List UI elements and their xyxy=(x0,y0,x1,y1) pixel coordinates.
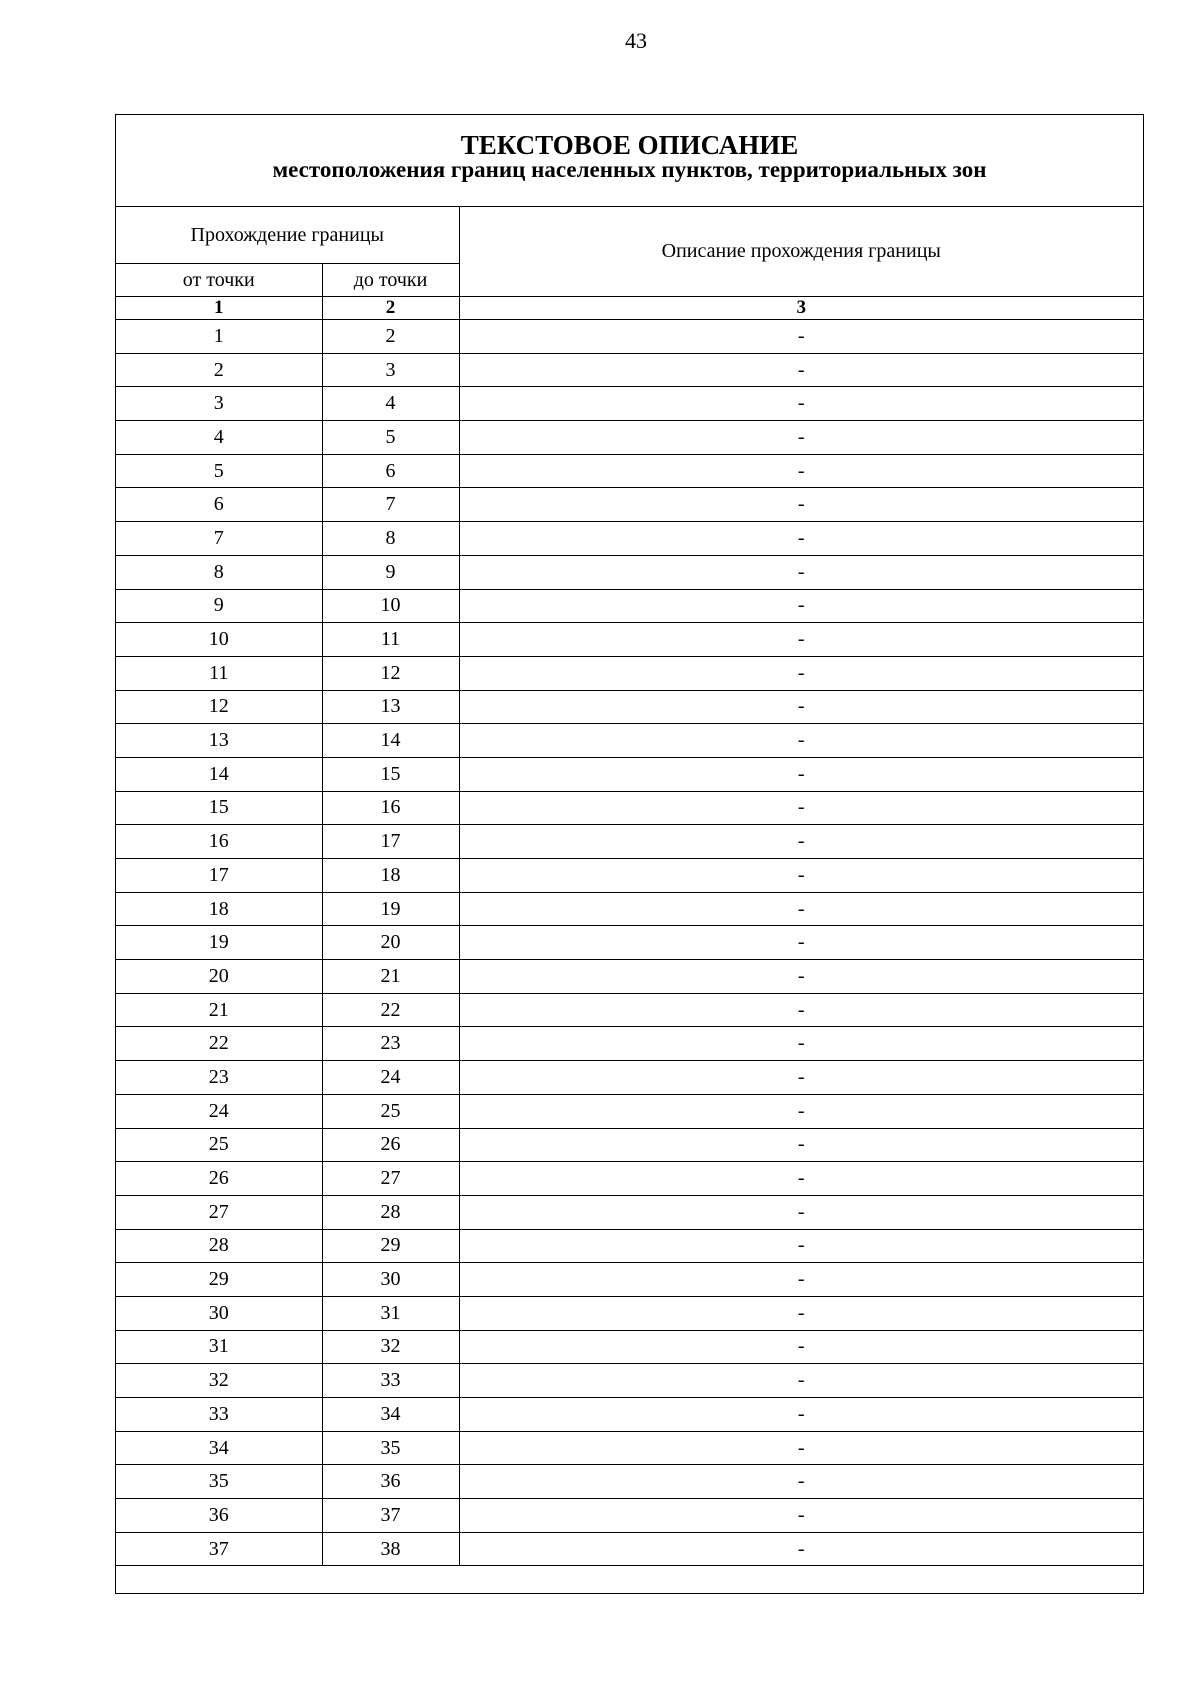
cell-to-point: 2 xyxy=(322,320,459,354)
table-row xyxy=(116,656,1143,690)
table-row xyxy=(116,1499,1143,1533)
table-row xyxy=(116,859,1143,893)
cell-from-point: 29 xyxy=(116,1263,322,1297)
cell-from-point: 26 xyxy=(116,1162,322,1196)
header-from-point: от точки xyxy=(116,264,322,297)
cell-description: - xyxy=(459,589,1143,623)
cell-description: - xyxy=(459,1296,1143,1330)
cell-to-point: 28 xyxy=(322,1195,459,1229)
cell-description: - xyxy=(459,724,1143,758)
cell-to-point: 20 xyxy=(322,926,459,960)
document-subtitle: местоположения границ населенных пунктов, территориальных зон xyxy=(272,157,987,182)
cell-from-point: 36 xyxy=(116,1499,322,1533)
table-row xyxy=(116,488,1143,522)
cell-description: - xyxy=(459,791,1143,825)
table-row xyxy=(116,757,1143,791)
cell-description: - xyxy=(459,892,1143,926)
cell-description: - xyxy=(459,1431,1143,1465)
cell-from-point: 34 xyxy=(116,1431,322,1465)
column-number: 1 xyxy=(116,297,322,320)
cell-from-point: 31 xyxy=(116,1330,322,1364)
cell-from-point: 13 xyxy=(116,724,322,758)
header-description: Описание прохождения границы xyxy=(459,207,1143,297)
cell-to-point: 32 xyxy=(322,1330,459,1364)
cell-from-point: 33 xyxy=(116,1398,322,1432)
cell-description: - xyxy=(459,1061,1143,1095)
cell-description: - xyxy=(459,1263,1143,1297)
cell-description: - xyxy=(459,1465,1143,1499)
table-row xyxy=(116,1195,1143,1229)
cell-from-point: 2 xyxy=(116,353,322,387)
cell-to-point: 7 xyxy=(322,488,459,522)
table-row xyxy=(116,1296,1143,1330)
header-to-point: до точки xyxy=(322,264,459,297)
cell-from-point: 18 xyxy=(116,892,322,926)
cell-from-point: 11 xyxy=(116,656,322,690)
cell-from-point: 24 xyxy=(116,1094,322,1128)
cell-from-point: 12 xyxy=(116,690,322,724)
cell-description: - xyxy=(459,1162,1143,1196)
cell-from-point: 27 xyxy=(116,1195,322,1229)
cell-description: - xyxy=(459,690,1143,724)
cell-description: - xyxy=(459,623,1143,657)
cell-to-point: 21 xyxy=(322,960,459,994)
table-row xyxy=(116,825,1143,859)
cell-to-point: 5 xyxy=(322,421,459,455)
cell-description: - xyxy=(459,1128,1143,1162)
cell-to-point: 8 xyxy=(322,522,459,556)
cell-to-point: 31 xyxy=(322,1296,459,1330)
document-frame xyxy=(115,114,1144,1594)
cell-from-point: 30 xyxy=(116,1296,322,1330)
cell-to-point: 30 xyxy=(322,1263,459,1297)
cell-to-point: 33 xyxy=(322,1364,459,1398)
cell-description: - xyxy=(459,926,1143,960)
page-number: 43 xyxy=(625,28,647,53)
table-body xyxy=(116,320,1143,1566)
table-row xyxy=(116,926,1143,960)
cell-to-point: 37 xyxy=(322,1499,459,1533)
cell-from-point: 5 xyxy=(116,454,322,488)
cell-description: - xyxy=(459,1330,1143,1364)
cell-description: - xyxy=(459,1532,1143,1566)
cell-to-point: 15 xyxy=(322,757,459,791)
cell-description: - xyxy=(459,993,1143,1027)
table-row xyxy=(116,1330,1143,1364)
cell-from-point: 4 xyxy=(116,421,322,455)
title-block xyxy=(116,115,1143,207)
cell-from-point: 20 xyxy=(116,960,322,994)
cell-description: - xyxy=(459,825,1143,859)
cell-to-point: 29 xyxy=(322,1229,459,1263)
cell-to-point: 17 xyxy=(322,825,459,859)
table-row xyxy=(116,1263,1143,1297)
cell-from-point: 17 xyxy=(116,859,322,893)
cell-description: - xyxy=(459,1229,1143,1263)
cell-to-point: 11 xyxy=(322,623,459,657)
cell-from-point: 7 xyxy=(116,522,322,556)
table-row xyxy=(116,892,1143,926)
table-row xyxy=(116,1094,1143,1128)
table-row xyxy=(116,690,1143,724)
table-row xyxy=(116,522,1143,556)
cell-to-point: 18 xyxy=(322,859,459,893)
table-row xyxy=(116,589,1143,623)
cell-description: - xyxy=(459,387,1143,421)
table-row xyxy=(116,1162,1143,1196)
cell-from-point: 9 xyxy=(116,589,322,623)
cell-from-point: 8 xyxy=(116,555,322,589)
cell-to-point: 35 xyxy=(322,1431,459,1465)
cell-to-point: 9 xyxy=(322,555,459,589)
cell-to-point: 24 xyxy=(322,1061,459,1095)
cell-description: - xyxy=(459,960,1143,994)
cell-from-point: 32 xyxy=(116,1364,322,1398)
table-row xyxy=(116,454,1143,488)
cell-description: - xyxy=(459,488,1143,522)
cell-from-point: 3 xyxy=(116,387,322,421)
table-row xyxy=(116,724,1143,758)
table-row xyxy=(116,960,1143,994)
table-row xyxy=(116,623,1143,657)
table-row xyxy=(116,1027,1143,1061)
cell-to-point: 27 xyxy=(322,1162,459,1196)
cell-description: - xyxy=(459,421,1143,455)
table-row xyxy=(116,320,1143,354)
cell-description: - xyxy=(459,1499,1143,1533)
cell-description: - xyxy=(459,320,1143,354)
cell-from-point: 22 xyxy=(116,1027,322,1061)
cell-to-point: 19 xyxy=(322,892,459,926)
table-row xyxy=(116,1431,1143,1465)
table-row xyxy=(116,1229,1143,1263)
boundary-table xyxy=(116,207,1143,1566)
cell-to-point: 26 xyxy=(322,1128,459,1162)
cell-description: - xyxy=(459,522,1143,556)
table-row xyxy=(116,1532,1143,1566)
cell-description: - xyxy=(459,1027,1143,1061)
table-row xyxy=(116,791,1143,825)
cell-description: - xyxy=(459,1398,1143,1432)
column-number: 3 xyxy=(459,297,1143,320)
cell-from-point: 35 xyxy=(116,1465,322,1499)
cell-to-point: 34 xyxy=(322,1398,459,1432)
table-row xyxy=(116,421,1143,455)
cell-description: - xyxy=(459,656,1143,690)
cell-from-point: 1 xyxy=(116,320,322,354)
table-row xyxy=(116,387,1143,421)
cell-to-point: 13 xyxy=(322,690,459,724)
cell-to-point: 12 xyxy=(322,656,459,690)
table-row xyxy=(116,1128,1143,1162)
cell-description: - xyxy=(459,1094,1143,1128)
cell-from-point: 6 xyxy=(116,488,322,522)
cell-to-point: 23 xyxy=(322,1027,459,1061)
cell-from-point: 23 xyxy=(116,1061,322,1095)
cell-description: - xyxy=(459,353,1143,387)
cell-from-point: 37 xyxy=(116,1532,322,1566)
table-row xyxy=(116,993,1143,1027)
cell-from-point: 16 xyxy=(116,825,322,859)
cell-from-point: 21 xyxy=(116,993,322,1027)
cell-description: - xyxy=(459,454,1143,488)
table-row xyxy=(116,555,1143,589)
cell-from-point: 14 xyxy=(116,757,322,791)
cell-description: - xyxy=(459,859,1143,893)
cell-to-point: 22 xyxy=(322,993,459,1027)
table-row xyxy=(116,1364,1143,1398)
table-row xyxy=(116,1465,1143,1499)
cell-to-point: 25 xyxy=(322,1094,459,1128)
cell-to-point: 16 xyxy=(322,791,459,825)
header-boundary-passage: Прохождение границы xyxy=(116,207,459,264)
cell-to-point: 3 xyxy=(322,353,459,387)
document-title: ТЕКСТОВОЕ ОПИСАНИЕ xyxy=(460,130,799,160)
table-row xyxy=(116,1061,1143,1095)
column-number: 2 xyxy=(322,297,459,320)
cell-description: - xyxy=(459,1364,1143,1398)
cell-from-point: 28 xyxy=(116,1229,322,1263)
cell-to-point: 36 xyxy=(322,1465,459,1499)
cell-to-point: 10 xyxy=(322,589,459,623)
cell-description: - xyxy=(459,555,1143,589)
cell-description: - xyxy=(459,1195,1143,1229)
cell-to-point: 6 xyxy=(322,454,459,488)
cell-from-point: 15 xyxy=(116,791,322,825)
cell-from-point: 19 xyxy=(116,926,322,960)
cell-description: - xyxy=(459,757,1143,791)
cell-to-point: 4 xyxy=(322,387,459,421)
cell-from-point: 10 xyxy=(116,623,322,657)
cell-to-point: 14 xyxy=(322,724,459,758)
table-row xyxy=(116,353,1143,387)
cell-to-point: 38 xyxy=(322,1532,459,1566)
table-row xyxy=(116,1398,1143,1432)
cell-from-point: 25 xyxy=(116,1128,322,1162)
